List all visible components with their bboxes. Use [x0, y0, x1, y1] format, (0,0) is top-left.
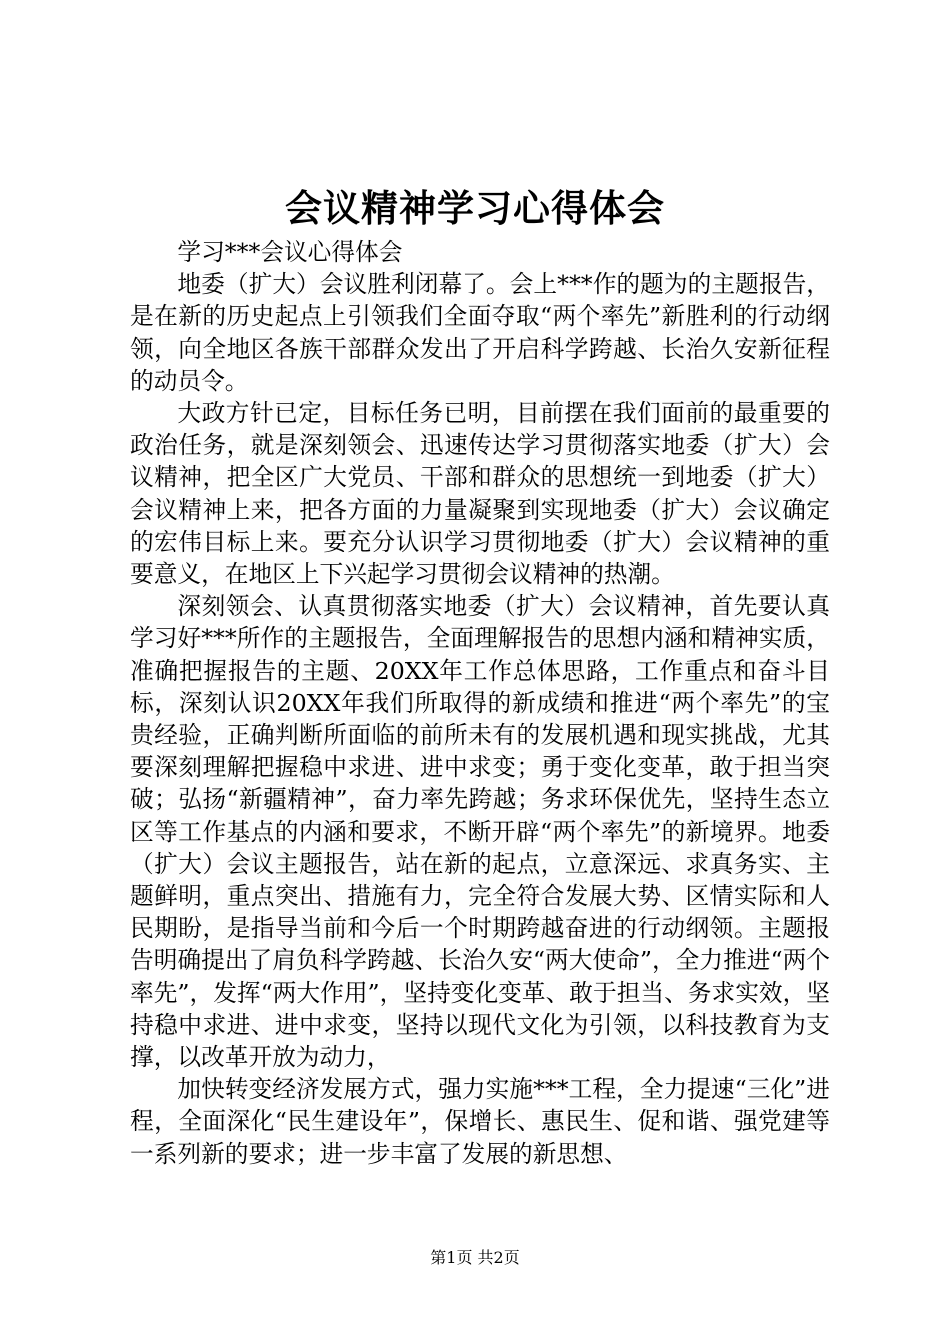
document-body [130, 236, 830, 1170]
body-paragraph: 加快转变经济发展方式，强力实施***工程，全力提速“三化”进程，全面深化“民生建设年”，保增长、惠民生、促和谐、强党建等一系列新的要求；进一步丰富了发展的新思想、 [130, 1075, 830, 1168]
body-paragraph: 地委（扩大）会议胜利闭幕了。会上***作的题为的主题报告，是在新的历史起点上引领我们全面夺取“两个率先”新胜利的行动纲领，向全地区各族干部群众发出了开启科学跨越、长治久安新征程的动员令。 [130, 270, 830, 395]
page-number-footer: 第1页 共2页 [430, 1248, 520, 1267]
body-paragraph: 大政方针已定，目标任务已明，目前摆在我们面前的最重要的政治任务，就是深刻领会、迅速传达学习贯彻落实地委（扩大）会议精神，把全区广大党员、干部和群众的思想统一到地委（扩大）会议精神上来，把各方面的力量凝聚到实现地委（扩大）会议确定的宏伟目标上来。要充分认识学习贯彻地委（扩大）会议精神的重要意义，在地区上下兴起学习贯彻会议精神的热潮。 [130, 399, 830, 589]
subtitle-paragraph: 学习***会议心得体会 [177, 238, 403, 266]
body-paragraph: 深刻领会、认真贯彻落实地委（扩大）会议精神，首先要认真学习好***所作的主题报告，全面理解报告的思想内涵和精神实质，准确把握报告的主题、20XX年工作总体思路，工作重点和奋斗目标，深刻认识20XX年我们所取得的新成绩和推进“两个率先”的宝贵经验，正确判断所面临的前所未有的发展机遇和现实挑战，尤其要深刻理解把握稳中求进、进中求变；勇于变化变革，敢于担当突破；弘扬“新疆精神”，奋力率先跨越；务求环保优先，坚持生态立区等工作基点的内涵和要求，不断开辟“两个率先”的新境界。地委（扩大）会议主题报告，站在新的起点，立意深远、求真务实、主题鲜明，重点突出、措施有力，完全符合发展大势、区情实际和人民期盼，是指导当前和今后一个时期跨越奋进的行动纲领。主题报告明确提出了肩负科学跨越、长治久安“两大使命”，全力推进“两个率先”，发挥“两大作用”，坚持变化变革、敢于担当、务求实效，坚持稳中求进、进中求变，坚持以现代文化为引领，以科技教育为支撑，以改革开放为动力， [130, 592, 830, 1072]
document-title: 会议精神学习心得体会 [285, 187, 665, 230]
